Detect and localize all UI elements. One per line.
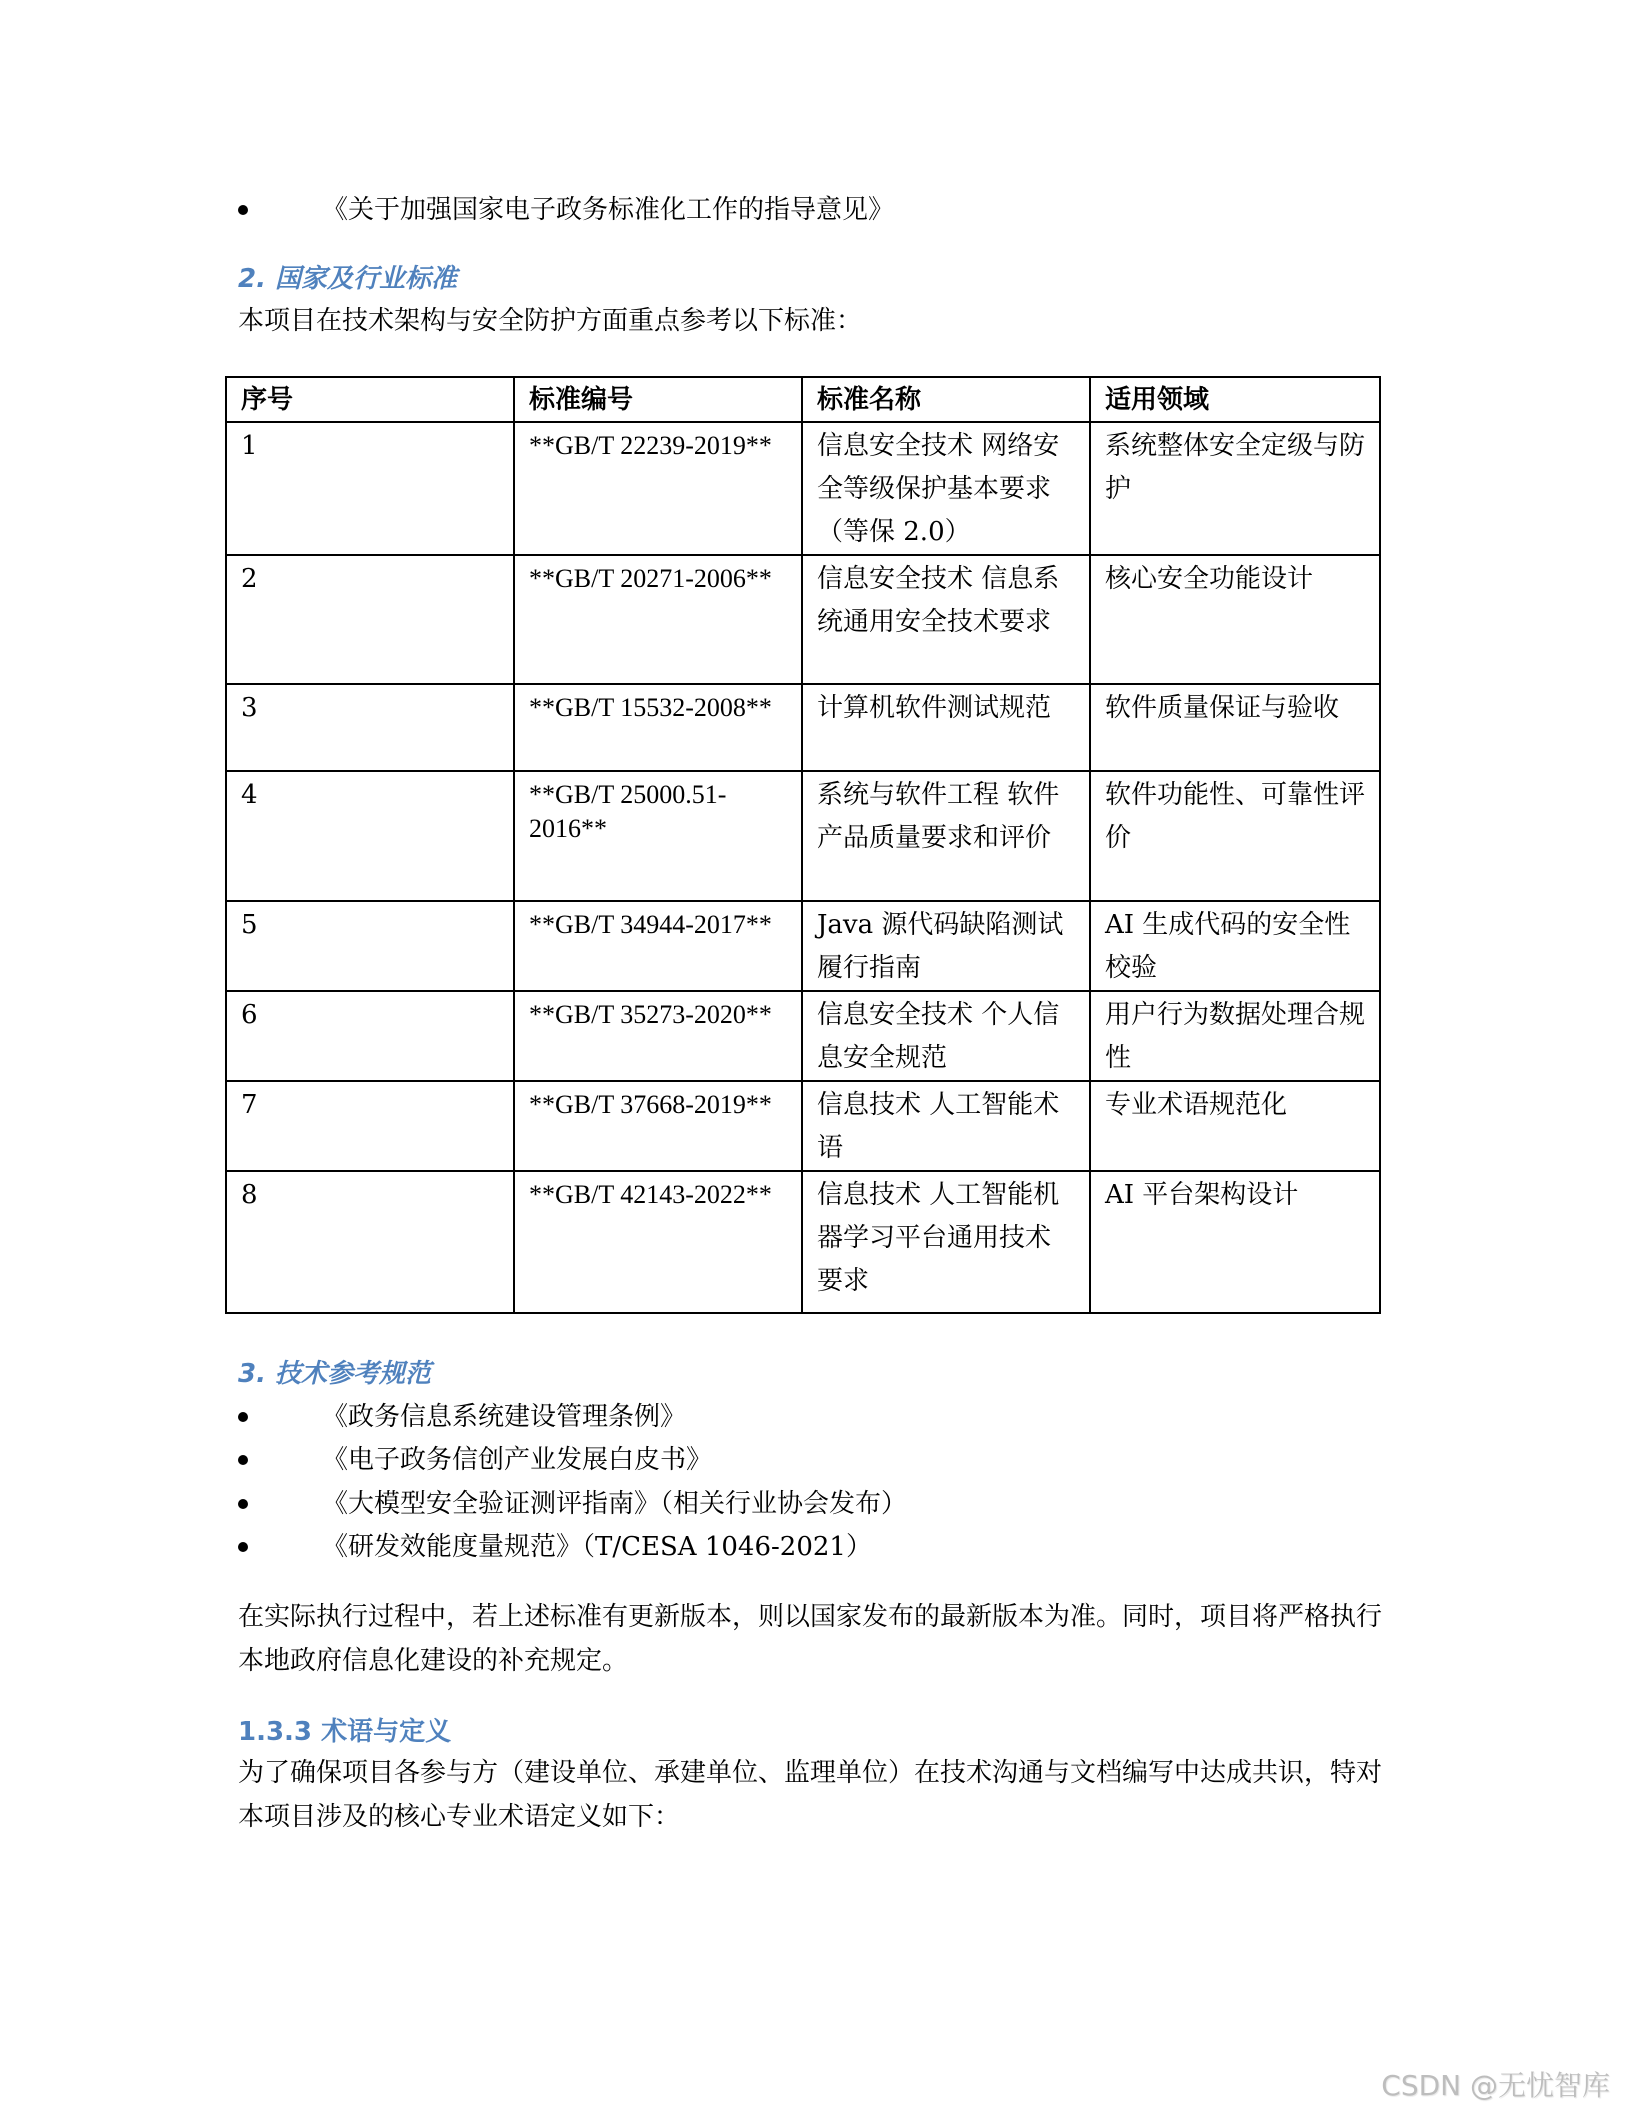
section-intro: 本项目在技术架构与安全防护方面重点参考以下标准：: [238, 306, 863, 336]
cell-no: 8: [226, 1171, 514, 1313]
cell-code: **GB/T 37668-2019**: [514, 1081, 802, 1171]
column-header-no: 序号: [226, 377, 514, 422]
bullet-icon: [238, 1412, 248, 1422]
bullet-icon: [238, 1455, 248, 1465]
cell-code: **GB/T 22239-2019**: [514, 422, 802, 555]
cell-code: **GB/T 35273-2020**: [514, 991, 802, 1081]
cell-name: 信息安全技术 网络安全等级保护基本要求（等保 2.0）: [802, 422, 1090, 555]
cell-no: 2: [226, 555, 514, 684]
cell-no: 5: [226, 901, 514, 991]
table-row: [226, 684, 1380, 771]
section-heading-technical-references: 3. 技术参考规范: [238, 1359, 432, 1389]
table-row: [226, 422, 1380, 555]
cell-name: 计算机软件测试规范: [802, 684, 1090, 771]
cell-name: 信息技术 人工智能机器学习平台通用技术要求: [802, 1171, 1090, 1313]
bullet-icon: [238, 1542, 248, 1552]
cell-domain: 用户行为数据处理合规性: [1090, 991, 1380, 1081]
column-header-domain: 适用领域: [1090, 377, 1380, 422]
cell-name: Java 源代码缺陷测试履行指南: [802, 901, 1090, 991]
watermark: CSDN @无忧智库: [1381, 2069, 1610, 2102]
list-item-text: 《关于加强国家电子政务标准化工作的指导意见》: [322, 195, 895, 225]
standards-table: [225, 376, 1381, 1314]
section-heading-national-standards: 2. 国家及行业标准: [238, 264, 458, 294]
cell-code: **GB/T 15532-2008**: [514, 684, 802, 771]
cell-no: 1: [226, 422, 514, 555]
bullet-icon: [238, 1499, 248, 1509]
table-row: [226, 1171, 1380, 1313]
table-row: [226, 771, 1380, 901]
list-item-text: 《研发效能度量规范》（T/CESA 1046-2021）: [322, 1532, 872, 1562]
cell-domain: AI 生成代码的安全性校验: [1090, 901, 1380, 991]
section-note: 在实际执行过程中，若上述标准有更新版本，则以国家发布的最新版本为准。同时，项目将严格执行本地政府信息化建设的补充规定。: [238, 1602, 1383, 1676]
column-header-code: 标准编号: [514, 377, 802, 422]
cell-domain: 软件质量保证与验收: [1090, 684, 1380, 771]
section-heading-terms-definitions: 1.3.3 术语与定义: [238, 1717, 452, 1747]
cell-code: **GB/T 42143-2022**: [514, 1171, 802, 1313]
cell-domain: 系统整体安全定级与防护: [1090, 422, 1380, 555]
cell-no: 4: [226, 771, 514, 901]
cell-name: 信息安全技术 个人信息安全规范: [802, 991, 1090, 1081]
cell-no: 7: [226, 1081, 514, 1171]
list-item-text: 《电子政务信创产业发展白皮书》: [322, 1445, 713, 1475]
cell-name: 系统与软件工程 软件产品质量要求和评价: [802, 771, 1090, 901]
section-intro: 为了确保项目各参与方（建设单位、承建单位、监理单位）在技术沟通与文档编写中达成共识，特对本项目涉及的核心专业术语定义如下：: [238, 1758, 1383, 1832]
table-row: [226, 1081, 1380, 1171]
table-header-row: [226, 377, 1380, 422]
list-item-text: 《大模型安全验证测评指南》（相关行业协会发布）: [322, 1489, 908, 1519]
cell-domain: AI 平台架构设计: [1090, 1171, 1380, 1313]
cell-domain: 软件功能性、可靠性评价: [1090, 771, 1380, 901]
column-header-name: 标准名称: [802, 377, 1090, 422]
cell-name: 信息安全技术 信息系统通用安全技术要求: [802, 555, 1090, 684]
cell-domain: 核心安全功能设计: [1090, 555, 1380, 684]
table-row: [226, 901, 1380, 991]
bullet-icon: [238, 205, 248, 215]
cell-code: **GB/T 20271-2006**: [514, 555, 802, 684]
cell-code: **GB/T 34944-2017**: [514, 901, 802, 991]
list-item-text: 《政务信息系统建设管理条例》: [322, 1402, 687, 1432]
table-row: [226, 555, 1380, 684]
cell-code: **GB/T 25000.51-2016**: [514, 771, 802, 901]
cell-domain: 专业术语规范化: [1090, 1081, 1380, 1171]
cell-no: 3: [226, 684, 514, 771]
cell-no: 6: [226, 991, 514, 1081]
cell-name: 信息技术 人工智能术语: [802, 1081, 1090, 1171]
table-row: [226, 991, 1380, 1081]
